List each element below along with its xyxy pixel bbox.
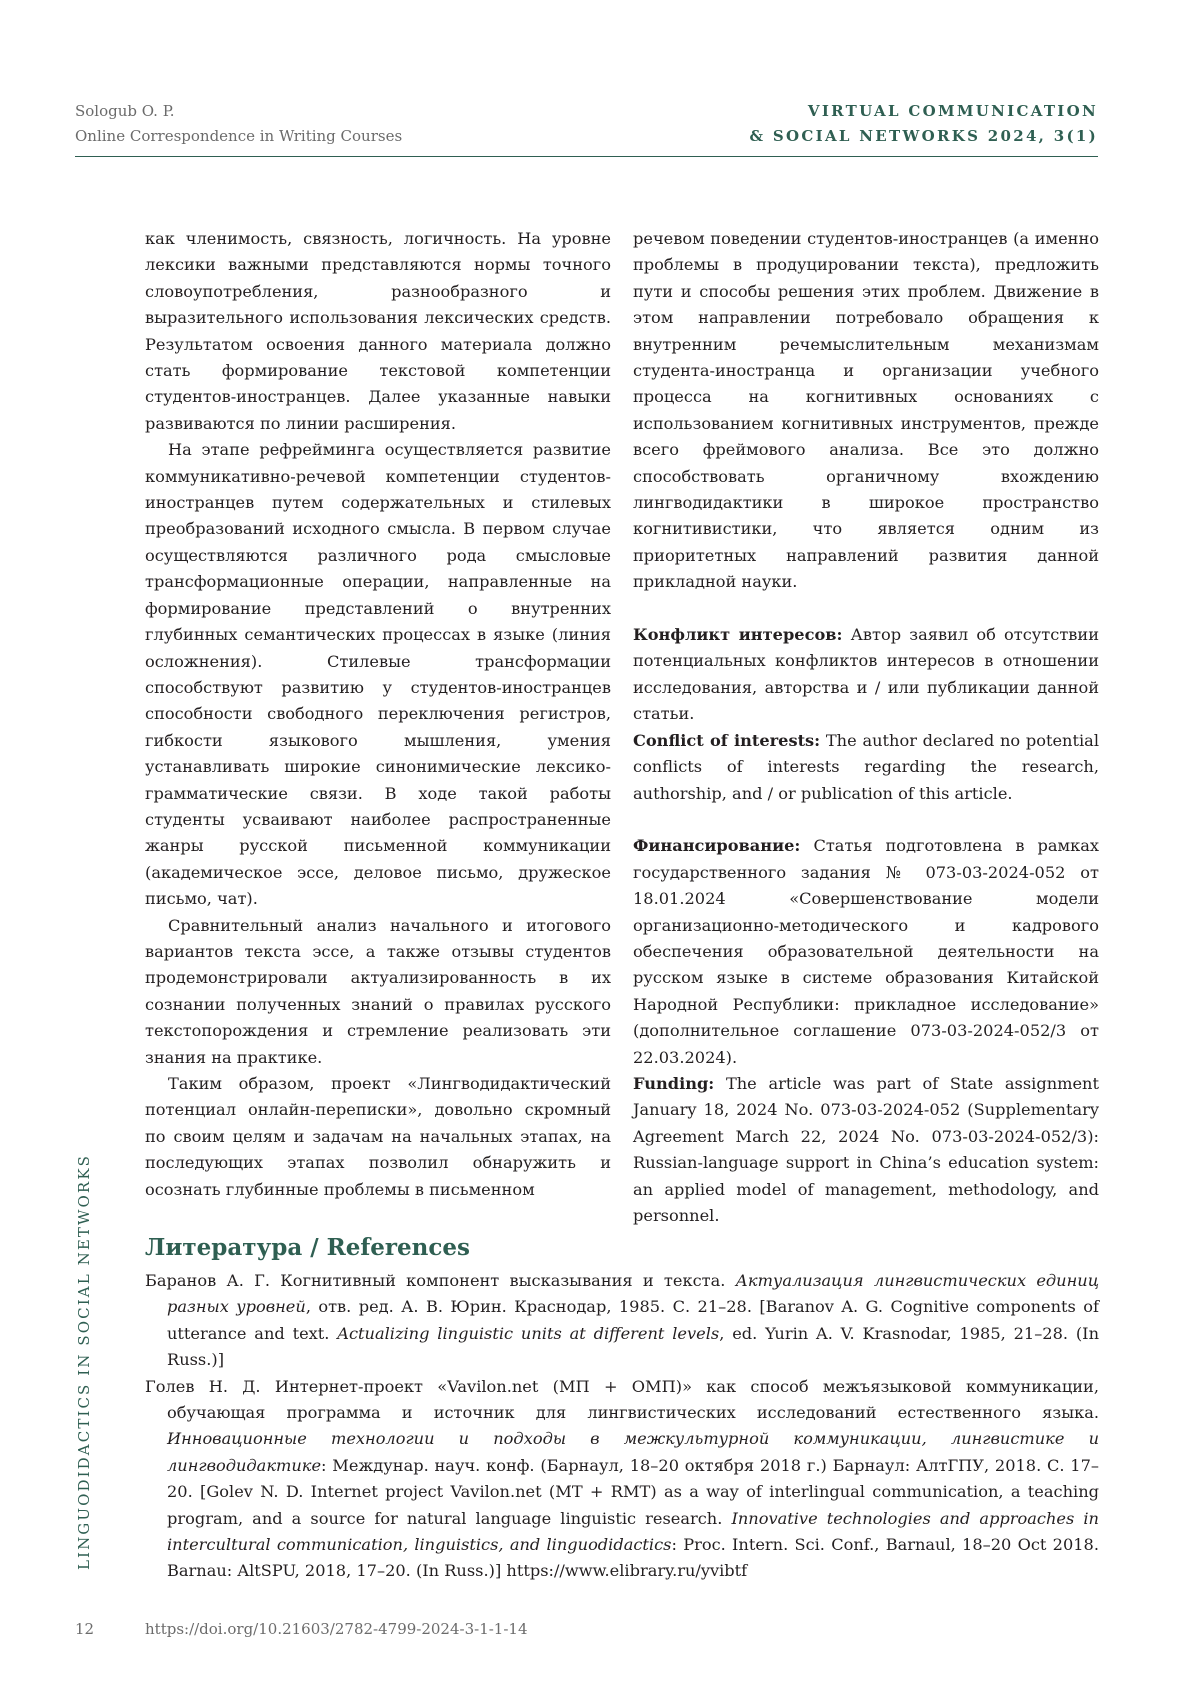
paragraph: как членимость, связность, логичность. На уровне лексики важными представляются нормы точного словоупотребления, разнообразного и выразительного использования лексических средств. Результатом освоения данного материала должно стать формирование текстовой компетенции студентов-иностранцев. Далее указанные навыки развиваются по линии расширения. [145,229,611,433]
ref-source-title: Actualizing linguistic units at different levels [337,1323,720,1343]
funding-en [633,1071,1099,1229]
section-side-label: LINGUODIDACTICS IN SOCIAL NETWORKS [75,1154,93,1570]
ref-source-title: Инновационные технологии и подходы в межкультурной коммуникации, лингвистике и лингводидактике [167,1429,1099,1475]
conflict-en-label: Conflict of interests: [633,730,821,750]
ref-source-title: Innovative technologies and approaches in intercultural communication, linguistics, and linguodidactics [167,1508,1099,1555]
conflict-ru-text: Автор заявил об отсутствии потенциальных конфликтов интересов в отношении исследования, авторства и / или публикации данной статьи. [633,625,1099,724]
running-header-left [75,99,402,149]
conflict-of-interests-en [633,728,1099,807]
ref-source-title: Актуализация лингвистических единиц разных уровней [167,1271,1099,1317]
paragraph: речевом поведении студентов-иностранцев (а именно проблемы в продуцировании текста), предложить пути и способы решения этих проблем. Движение в этом направлении потребовало обращения к внутренним речемыслительным механизмам студента-иностранца и организации учебного процесса на когнитивных основаниях с использованием когнитивных инструментов, прежде всего фреймового анализа. Все это должно способствовать органичному вхождению лингводидактики в широкое пространство когнитивистики, что является одним из приоритетных направлений развития данной прикладной науки. [633,229,1099,592]
page-number: 12 [75,1620,95,1638]
references-section [145,1232,1099,1585]
running-header-right [750,99,1098,149]
header-short-title: Online Correspondence in Writing Courses [75,127,403,145]
conflict-ru-label: Конфликт интересов: [633,625,843,645]
header-author: Sologub O. P. [75,102,175,120]
ref-text: , ed. Yurin A. V. Krasnodar, 1985, 21–28. (In Russ.)] [167,1323,1099,1370]
body-column-left [145,226,611,1203]
funding-en-label: Funding: [633,1073,715,1093]
reference-item [145,1374,1099,1585]
ref-text: : Междунар. науч. конф. (Барнаул, 18–20 октября 2018 г.) Барнаул: АлтГПУ, 2018. С. 17–20. [Golev N. D. Internet project Vavilon.net (MT + RMT) as a way of interlingual communication, a teaching program, and a source for natural language linguistic research. [167,1455,1099,1528]
ref-text: : Proc. Intern. Sci. Conf., Barnaul, 18–20 Oct 2018. Barnau: AltSPU, 2018, 17–20. (In Russ.)] https://www.elibrary.ru/yvibtf [167,1535,1100,1581]
doi-link[interactable]: https://doi.org/10.21603/2782-4799-2024-3-1-1-14 [145,1620,528,1638]
ref-text: , отв. ред. А. В. Юрин. Краснодар, 1985. С. 21–28. [Baranov A. G. Cognitive components of utterance and text. [167,1297,1099,1343]
ref-text: Голев Н. Д. Интернет-проект «Vavilon.net (МП + ОМП)» как способ межъязыковой коммуникации, обучающая программа и источник для лингвистических исследований естественного языка. [145,1376,1099,1423]
references-heading: Литература / References [145,1234,470,1261]
funding-ru-label: Финансирование: [633,836,801,856]
funding-ru [633,833,1099,1071]
conflict-of-interests-ru [633,622,1099,728]
ref-text: Баранов А. Г. Когнитивный компонент высказывания и текста. [145,1271,736,1290]
header-journal-line2: & SOCIAL NETWORKS 2024, 3(1) [749,127,1098,145]
paragraph: Таким образом, проект «Лингводидактический потенциал онлайн-переписки», довольно скромный по своим целям и задачам на начальных этапах, на последующих этапах позволил обнаружить и осознать глубинные проблемы в письменном [145,1074,611,1199]
funding-ru-text: Статья подготовлена в рамках государственного задания № 073-03-2024-052 от 18.01.2024 «Совершенствование модели организационно-методического и кадрового обеспечения образовательной деятельности на русском языке в системе образования Китайской Народной Республики: прикладное исследование» (дополнительное соглашение 073-03-2024-052/3 от 22.03.2024). [633,836,1099,1067]
reference-item [145,1268,1099,1374]
paragraph: На этапе рефрейминга осуществляется развитие коммуникативно-речевой компетенции студентов-иностранцев путем содержательных и стилевых преобразований исходного смысла. В первом случае осуществляются различного рода смысловые трансформационные операции, направленные на формирование представлений о внутренних глубинных семантических процессах в языке (линия осложнения). Стилевые трансформации способствуют развитию у студентов-иностранцев способности свободного переключения регистров, гибкости языкового мышления, умения устанавливать широкие синонимические лексико-грамматические связи. В ходе такой работы студенты усваивают наиболее распространенные жанры русской письменной коммуникации (академическое эссе, деловое письмо, дружеское письмо, чат). [145,440,611,909]
conflict-en-text: The author declared no potential conflicts of interests regarding the research, authorship, and / or publication of this article. [633,730,1099,803]
paragraph: Сравнительный анализ начального и итогового вариантов текста эссе, а также отзывы студентов продемонстрировали актуализированность в их сознании полученных знаний о правилах русского текстопорождения и стремление реализовать эти знания на практике. [145,915,611,1067]
header-journal-line1: VIRTUAL COMMUNICATION [807,102,1098,120]
funding-en-text: The article was part of State assignment January 18, 2024 No. 073-03-2024-052 (Supplementary Agreement March 22, 2024 No. 073-03-2024-052/3): Russian-language support in China’s education system: an applied model of management, methodology, and personnel. [633,1073,1099,1225]
header-divider [75,156,1098,157]
body-column-right [633,226,1099,1229]
